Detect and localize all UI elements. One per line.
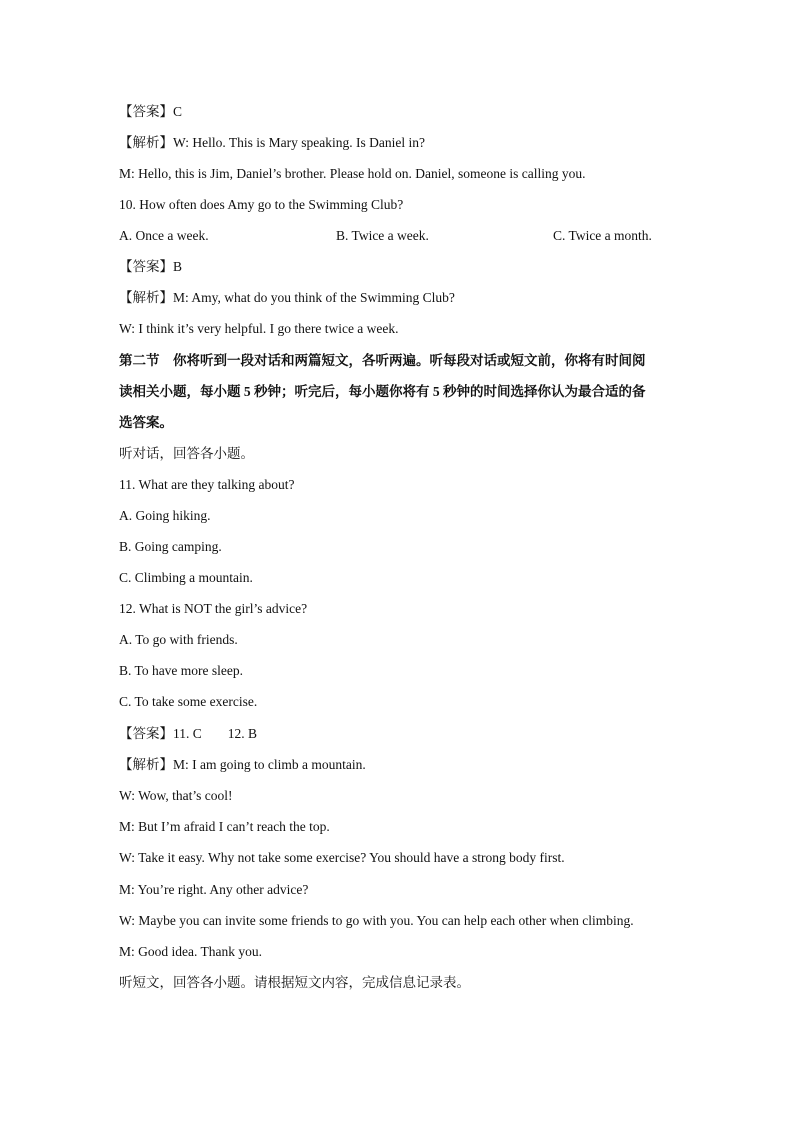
answer-label-10: 【答案】B — [119, 259, 183, 274]
analysis-line-11e: M: You’re right. Any other advice? — [119, 882, 309, 897]
q10-option-a: A. Once a week. — [119, 228, 209, 243]
analysis-line-11b: W: Wow, that’s cool! — [119, 788, 233, 803]
q12-option-c: C. To take some exercise. — [119, 694, 258, 709]
q10-option-c: C. Twice a month. — [553, 228, 652, 243]
analysis-line-10a: 【解析】M: Amy, what do you think of the Swimming Club? — [119, 290, 455, 305]
q11-option-b: B. Going camping. — [119, 539, 222, 554]
analysis-line-11f: W: Maybe you can invite some friends to go with you. You can help each other when climbing. — [119, 913, 634, 928]
analysis-line-11g: M: Good idea. Thank you. — [119, 944, 262, 959]
question-11: 11. What are they talking about? — [119, 477, 295, 492]
dialogue-heading: 听对话，回答各小题。 — [119, 446, 254, 461]
section-two-instructions-2: 读相关小题，每小题 5 秒钟；听完后，每小题你将有 5 秒钟的时间选择你认为最合适的备 — [119, 384, 646, 399]
section-two-instructions-3: 选答案。 — [119, 415, 173, 430]
analysis-line-11a: 【解析】M: I am going to climb a mountain. — [119, 757, 366, 772]
analysis-line-11c: M: But I’m afraid I can’t reach the top. — [119, 819, 330, 834]
answer-12: 12. B — [227, 726, 258, 741]
q11-option-c: C. Climbing a mountain. — [119, 570, 253, 585]
passage-heading: 听短文，回答各小题。请根据短文内容，完成信息记录表。 — [119, 975, 470, 990]
analysis-line-11d: W: Take it easy. Why not take some exercise? You should have a strong body first. — [119, 850, 565, 865]
question-12: 12. What is NOT the girl’s advice? — [119, 601, 308, 616]
q12-option-a: A. To go with friends. — [119, 632, 238, 647]
q11-option-a: A. Going hiking. — [119, 508, 211, 523]
analysis-line-10b: W: I think it’s very helpful. I go there twice a week. — [119, 321, 399, 336]
q10-option-b: B. Twice a week. — [336, 228, 429, 243]
answer-11: 【答案】11. C — [119, 726, 202, 741]
analysis-line-9b: M: Hello, this is Jim, Daniel’s brother. Please hold on. Daniel, someone is calling you. — [119, 166, 586, 181]
analysis-line-9a: 【解析】W: Hello. This is Mary speaking. Is Daniel in? — [119, 135, 425, 150]
question-10: 10. How often does Amy go to the Swimming Club? — [119, 197, 404, 212]
section-two-instructions-1: 第二节 你将听到一段对话和两篇短文，各听两遍。听每段对话或短文前，你将有时间阅 — [119, 353, 646, 368]
answer-label-11-12 — [119, 725, 257, 743]
answer-label-9: 【答案】C — [119, 104, 183, 119]
q12-option-b: B. To have more sleep. — [119, 663, 244, 678]
